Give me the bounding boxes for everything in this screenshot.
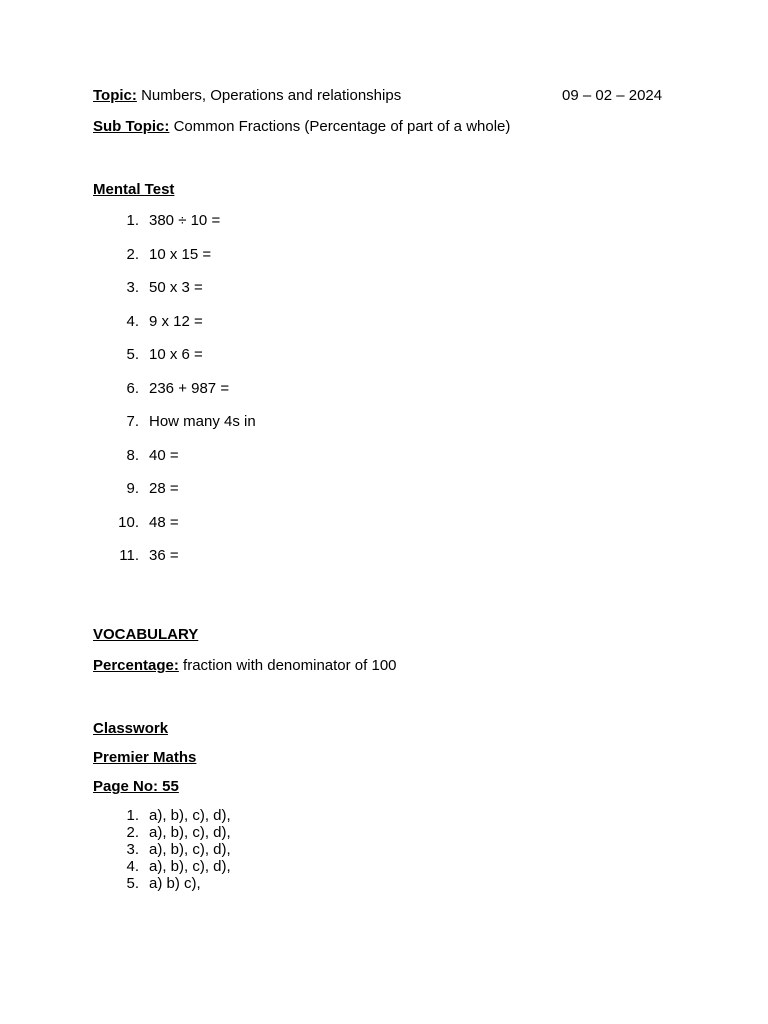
mental-test-item-text: How many 4s in bbox=[149, 413, 256, 430]
mental-test-item-text: 40 = bbox=[149, 446, 179, 464]
topic-line bbox=[93, 87, 401, 105]
mental-test-item-text: 380 ÷ 10 = bbox=[149, 212, 221, 229]
mental-test-item bbox=[93, 313, 493, 331]
mental-test-item bbox=[93, 447, 493, 465]
mental-test-item bbox=[93, 279, 493, 297]
mental-test-item-text: 50 x 3 = bbox=[149, 279, 203, 296]
mental-test-item-number: 4. bbox=[126, 312, 139, 330]
mental-test-item bbox=[93, 346, 493, 364]
mental-test-item-number: 9. bbox=[126, 480, 139, 497]
classwork-book: Premier Maths bbox=[93, 749, 197, 766]
mental-test-item bbox=[93, 547, 493, 565]
topic-text: Numbers, Operations and relationships bbox=[141, 87, 402, 104]
classwork-item-text: a) b) c), bbox=[149, 875, 201, 892]
classwork-heading: Classwork bbox=[93, 720, 169, 737]
mental-test-item bbox=[93, 212, 493, 230]
classwork-page: Page No: 55 bbox=[93, 778, 179, 795]
mental-test-item-number: 7. bbox=[126, 413, 139, 430]
classwork-item bbox=[93, 858, 493, 876]
mental-test-item-text: 28 = bbox=[149, 480, 179, 497]
mental-test-heading: Mental Test bbox=[93, 181, 175, 198]
vocabulary-term-label: Percentage: bbox=[93, 657, 179, 674]
classwork-item-text: a), b), c), d), bbox=[149, 858, 231, 875]
vocabulary-term-definition: fraction with denominator of 100 bbox=[183, 657, 397, 674]
mental-test-item-text: 48 = bbox=[149, 513, 179, 531]
mental-test-item bbox=[93, 480, 493, 498]
lesson-date: 09 – 02 – 2024 bbox=[562, 87, 663, 104]
classwork-item bbox=[93, 807, 493, 825]
mental-test-item-number: 6. bbox=[126, 379, 139, 397]
mental-test-item-text: 9 x 12 = bbox=[149, 312, 203, 330]
classwork-item-text: a), b), c), d), bbox=[149, 824, 231, 841]
mental-test-item-number: 8. bbox=[126, 446, 139, 464]
mental-test-item-number: 3. bbox=[126, 279, 139, 296]
mental-test-item bbox=[93, 413, 493, 431]
mental-test-item-number: 5. bbox=[126, 346, 139, 363]
classwork-item-number: 4. bbox=[126, 858, 139, 875]
vocabulary-term bbox=[93, 657, 397, 675]
mental-test-item-text: 236 + 987 = bbox=[149, 379, 230, 397]
classwork-item-number: 5. bbox=[126, 875, 139, 892]
mental-test-item-number: 2. bbox=[126, 245, 139, 263]
classwork-item bbox=[93, 841, 493, 859]
mental-test-item bbox=[93, 380, 493, 398]
vocabulary-heading: VOCABULARY bbox=[93, 626, 199, 643]
mental-test-item-number: 11. bbox=[119, 547, 139, 564]
subtopic-text: Common Fractions (Percentage of part of a whole) bbox=[173, 118, 511, 135]
mental-test-item bbox=[93, 246, 493, 264]
classwork-item bbox=[93, 875, 493, 893]
subtopic-line bbox=[93, 118, 510, 136]
mental-test-item-number: 10. bbox=[118, 513, 139, 531]
mental-test-item-text: 36 = bbox=[149, 547, 179, 564]
classwork-item-number: 2. bbox=[126, 824, 139, 841]
classwork-item-text: a), b), c), d), bbox=[149, 807, 231, 824]
classwork-item-number: 3. bbox=[126, 841, 139, 858]
mental-test-item-text: 10 x 6 = bbox=[149, 346, 203, 363]
classwork-item-number: 1. bbox=[126, 807, 139, 824]
mental-test-item-text: 10 x 15 = bbox=[149, 245, 212, 263]
classwork-item-text: a), b), c), d), bbox=[149, 841, 231, 858]
mental-test-item bbox=[93, 514, 493, 532]
topic-label: Topic: bbox=[93, 87, 137, 104]
subtopic-label: Sub Topic: bbox=[93, 118, 170, 135]
mental-test-item-number: 1. bbox=[126, 212, 139, 229]
classwork-item bbox=[93, 824, 493, 842]
